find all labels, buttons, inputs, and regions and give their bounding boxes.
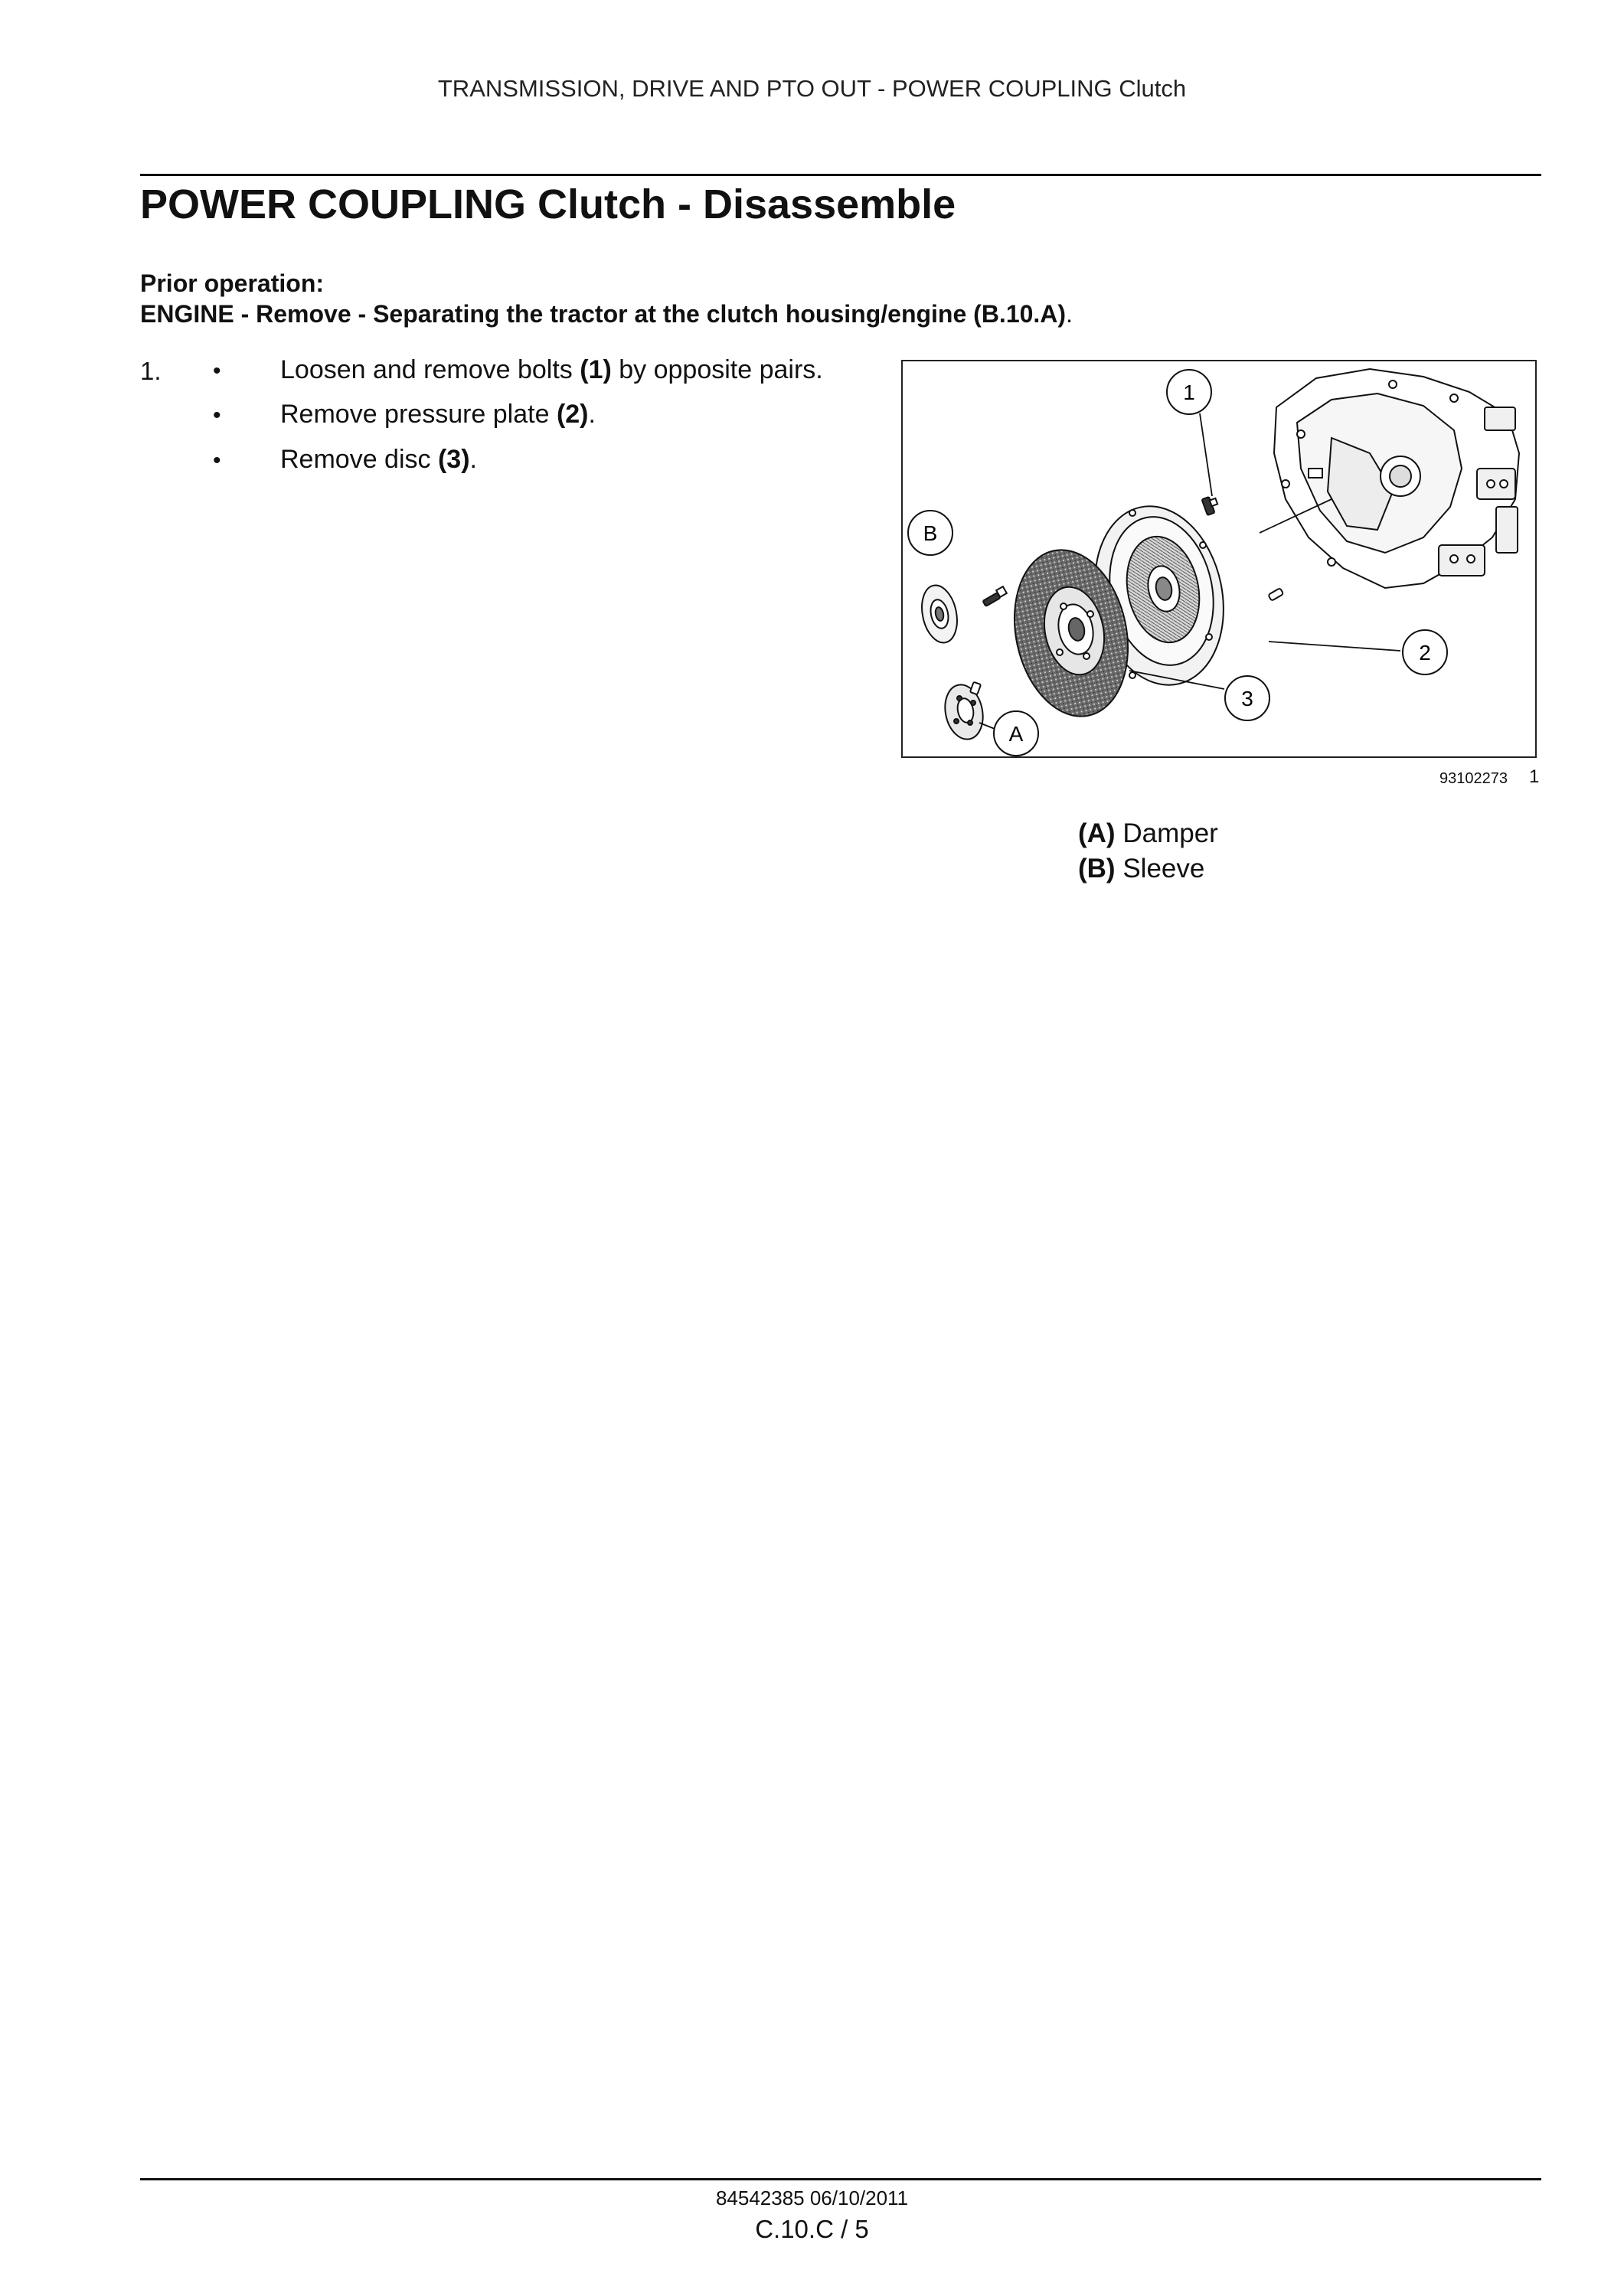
bullet-marker: • xyxy=(213,358,221,384)
callout-B xyxy=(908,511,953,555)
callout-A-label: A xyxy=(1008,722,1024,746)
bullet-ref: (1) xyxy=(580,355,612,384)
callout-1 xyxy=(1167,370,1211,414)
callout-B-label: B xyxy=(923,521,938,545)
step-bullet-3 xyxy=(280,445,477,475)
step-bullet-1 xyxy=(280,355,823,385)
bullet-marker: • xyxy=(213,403,221,428)
figure-id: 93102273 xyxy=(1439,770,1508,787)
clutch-illustration xyxy=(903,361,1535,756)
legend-key: (A) xyxy=(1078,818,1116,848)
bullet-text-end: . xyxy=(469,445,477,474)
step-number: 1. xyxy=(140,357,162,385)
legend-label: Sleeve xyxy=(1122,854,1205,883)
step-bullet-2 xyxy=(280,400,596,429)
callout-1-label: 1 xyxy=(1183,380,1195,404)
sleeve xyxy=(917,582,1007,645)
page-title: POWER COUPLING Clutch - Disassemble xyxy=(140,181,956,227)
bullet-text-end: . xyxy=(588,400,596,429)
pressure-plate-bolt xyxy=(1202,497,1218,515)
clutch-housing xyxy=(1274,369,1519,588)
bullet-text-end: by opposite pairs. xyxy=(611,355,823,384)
running-header: TRANSMISSION, DRIVE AND PTO OUT - POWER COUPLING Clutch xyxy=(437,75,1187,102)
prior-operation-link[interactable]: ENGINE - Remove - Separating the tractor at the clutch housing/engine (B.10.A) xyxy=(140,300,1067,328)
bullet-ref: (3) xyxy=(437,445,470,474)
document-number: 84542385 06/10/2011 xyxy=(715,2187,909,2209)
figure-number: 1 xyxy=(1529,766,1540,787)
damper xyxy=(940,681,988,743)
legend-key: (B) xyxy=(1078,854,1116,883)
callout-3 xyxy=(1225,676,1269,720)
legend-label: Damper xyxy=(1122,818,1218,848)
bullet-marker: • xyxy=(213,448,221,473)
bullet-text: Remove disc xyxy=(280,445,438,474)
dowel-pin xyxy=(1268,588,1283,601)
bullet-ref: (2) xyxy=(556,400,589,429)
exploded-clutch-figure xyxy=(901,360,1537,758)
callout-A xyxy=(994,711,1038,756)
bullet-text: Remove pressure plate xyxy=(280,400,557,429)
legend-item-a xyxy=(1078,818,1218,849)
callout-2-label: 2 xyxy=(1419,641,1431,665)
prior-operation-reference xyxy=(140,300,1073,328)
legend-item-b xyxy=(1078,854,1204,884)
footer-rule xyxy=(140,2178,1541,2180)
callout-2 xyxy=(1403,630,1447,674)
header-rule xyxy=(140,174,1541,176)
prior-operation-period: . xyxy=(1066,300,1073,328)
page-number: C.10.C / 5 xyxy=(755,2215,869,2243)
bullet-text: Loosen and remove bolts xyxy=(280,355,580,384)
prior-operation-label: Prior operation: xyxy=(140,269,325,297)
callout-3-label: 3 xyxy=(1241,687,1253,710)
